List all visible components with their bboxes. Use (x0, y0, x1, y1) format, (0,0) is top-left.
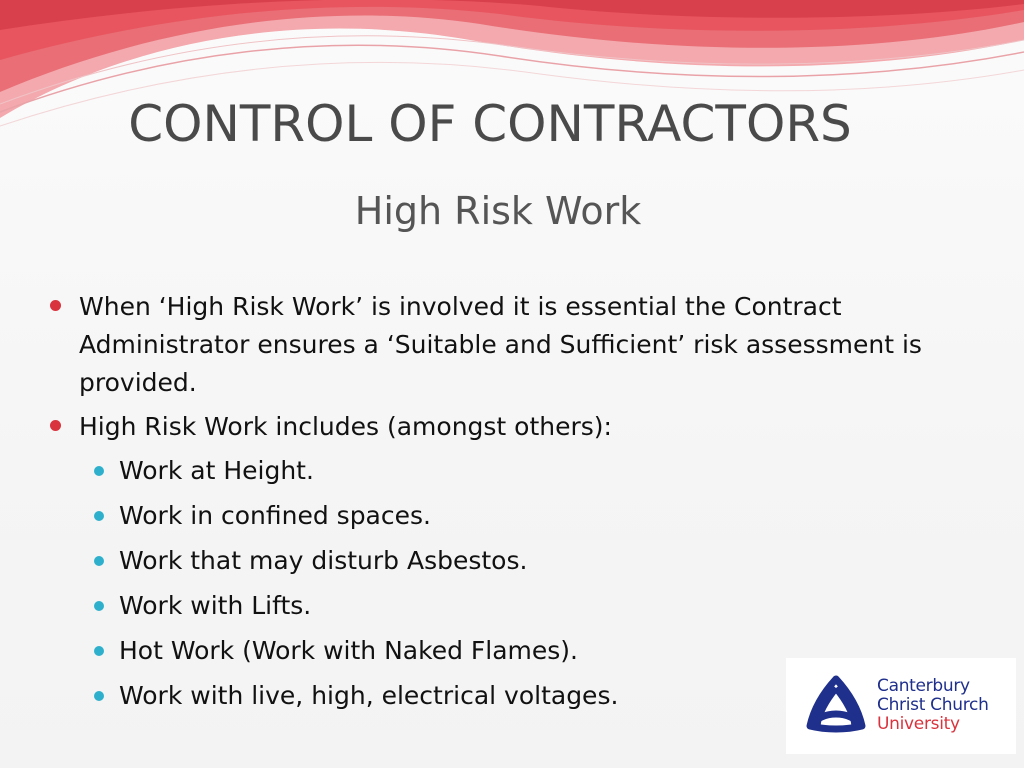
blue-bullet-icon (94, 646, 104, 656)
logo-line-2: Christ Church (877, 695, 989, 715)
sub-bullet-text: Work at Height. (119, 456, 314, 485)
slide-title: CONTROL OF CONTRACTORS (128, 95, 852, 153)
trinity-knot-icon (800, 674, 872, 738)
bullet-item (50, 408, 950, 446)
university-logo (786, 658, 1016, 754)
blue-bullet-icon (94, 466, 104, 476)
bullet-text: When ‘High Risk Work’ is involved it is essential the Contract Administrator ensures a ‘Suitable and Sufficient’ risk assessment is provided. (79, 292, 922, 397)
sub-bullet-item (94, 452, 950, 490)
sub-bullet-text: Work that may disturb Asbestos. (119, 546, 528, 575)
bullet-item (50, 288, 950, 402)
logo-line-1: Canterbury (877, 676, 970, 696)
sub-bullet-item (94, 497, 950, 535)
bullet-list (50, 288, 950, 722)
red-bullet-icon (50, 300, 61, 311)
blue-bullet-icon (94, 556, 104, 566)
sub-bullet-text: Work with Lifts. (119, 591, 312, 620)
blue-bullet-icon (94, 691, 104, 701)
sub-bullet-text: Hot Work (Work with Naked Flames). (119, 636, 578, 665)
bullet-text: High Risk Work includes (amongst others): (79, 412, 612, 441)
slide-subtitle: High Risk Work (354, 189, 642, 233)
logo-line-3: University (877, 714, 960, 734)
sub-bullet-text: Work in confined spaces. (119, 501, 431, 530)
blue-bullet-icon (94, 601, 104, 611)
sub-bullet-item (94, 542, 950, 580)
sub-bullet-text: Work with live, high, electrical voltages. (119, 681, 619, 710)
blue-bullet-icon (94, 511, 104, 521)
sub-bullet-item (94, 587, 950, 625)
red-bullet-icon (50, 420, 61, 431)
